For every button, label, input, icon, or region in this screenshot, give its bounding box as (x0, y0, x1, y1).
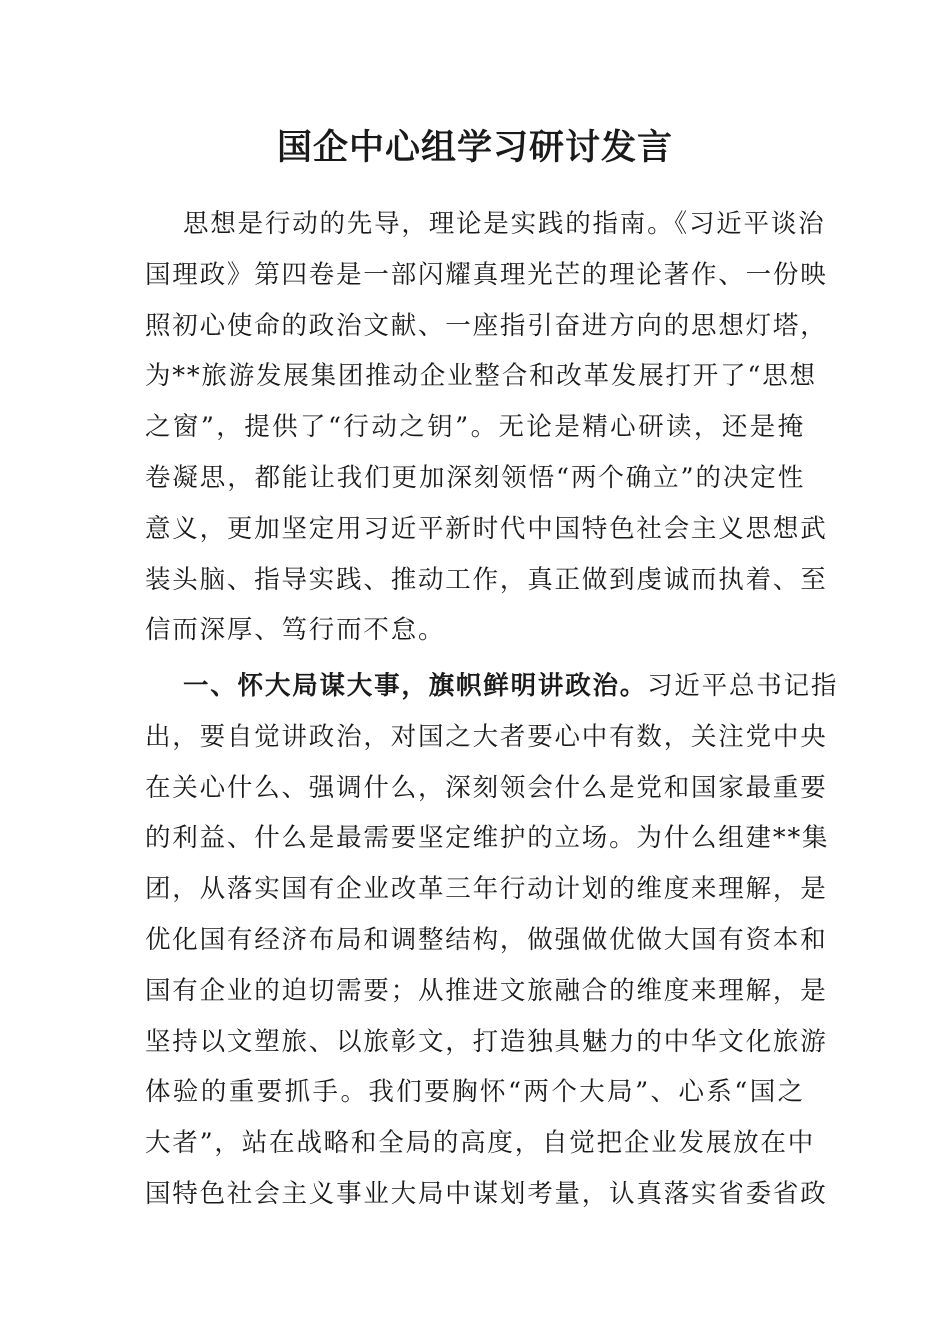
paragraph-line: 之窗”，提供了“行动之钥”。无论是精心研读，还是掩 (145, 412, 805, 443)
document-title: 国企中心组学习研讨发言 (276, 127, 673, 168)
paragraph-line: 国有企业的迫切需要；从推进文旅融合的维度来理解，是 (145, 975, 828, 1006)
paragraph-line: 照初心使命的政治文献、一座指引奋进方向的思想灯塔， (145, 310, 828, 341)
paragraph-line: 卷凝思，都能让我们更加深刻领悟“两个确立”的决定性 (145, 462, 805, 493)
paragraph-line: 坚持以文塑旅、以旅彰文，打造独具魅力的中华文化旅游 (145, 1026, 828, 1057)
paragraph-line: 在关心什么、强调什么，深刻领会什么是党和国家最重要 (145, 772, 828, 803)
paragraph-section-one (145, 661, 839, 1220)
paragraph-line: 优化国有经济布局和调整结构，做强做优做大国有资本和 (145, 924, 828, 955)
line-text: 思想是行动的先导，理论是实践的指南。《习近平谈治 (183, 209, 826, 239)
paragraph-line: 的利益、什么是最需要坚定维护的立场。为什么组建**集 (145, 823, 830, 854)
paragraph-line: 大者”，站在战略和全局的高度，自觉把企业发展放在中 (145, 1128, 816, 1159)
paragraph-line: 为**旅游发展集团推动企业整合和改革发展打开了“思想 (145, 361, 817, 392)
section-heading: 一、怀大局谋大事，旗帜鲜明讲政治。 (183, 671, 648, 701)
paragraph-line: 国理政》第四卷是一部闪耀真理光芒的理论著作、一份映 (145, 259, 828, 290)
paragraph-line: 意义，更加坚定用习近平新时代中国特色社会主义思想武 (145, 513, 828, 544)
paragraph-intro (145, 199, 828, 656)
paragraph-line (145, 661, 839, 712)
line-text: 习近平总书记指 (647, 671, 839, 701)
paragraph-line (145, 199, 826, 250)
paragraph-line: 装头脑、指导实践、推动工作，真正做到虔诚而执着、至 (145, 564, 828, 595)
paragraph-line: 体验的重要抓手。我们要胸怀“两个大局”、心系“国之 (145, 1077, 805, 1108)
paragraph-line: 团，从落实国有企业改革三年行动计划的维度来理解，是 (145, 874, 828, 905)
paragraph-line: 国特色社会主义事业大局中谋划考量，认真落实省委省政 (145, 1178, 828, 1209)
paragraph-line: 信而深厚、笃行而不怠。 (145, 615, 446, 646)
paragraph-line: 出，要自觉讲政治，对国之大者要心中有数，关注党中央 (145, 721, 828, 752)
